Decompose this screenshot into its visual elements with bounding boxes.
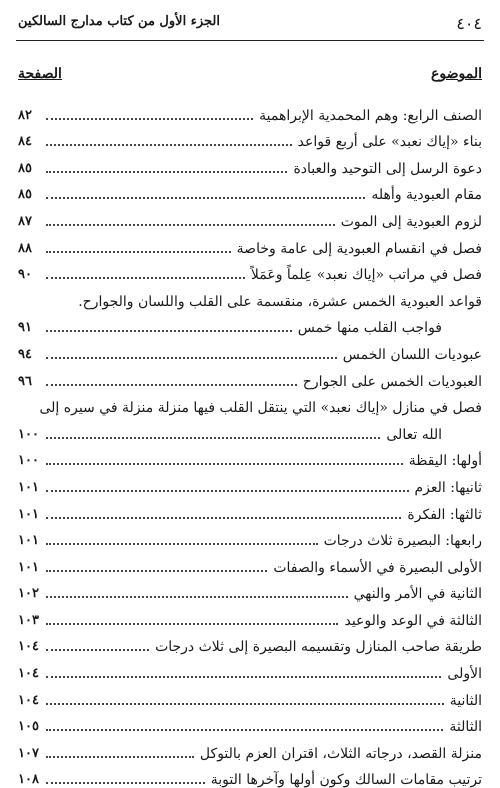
toc-entry-title: قواعد العبودية الخمس عشرة، منقسمة على القلب واللسان والجوارح. — [78, 293, 482, 310]
dot-leader — [46, 623, 338, 625]
toc-entry-page: ١٠١ — [18, 479, 39, 495]
toc-entry[interactable] — [18, 709, 482, 736]
toc-entry[interactable] — [18, 257, 482, 284]
toc-entry-page: ١٠٢ — [18, 586, 39, 602]
toc-entry[interactable] — [18, 230, 482, 257]
dot-leader — [46, 649, 149, 651]
toc-entry-title: فواجب القلب منها خمس — [297, 320, 442, 337]
dot-leader — [46, 756, 194, 758]
toc-entry[interactable] — [18, 203, 482, 230]
toc-entry-page: ١٠٤ — [18, 666, 39, 682]
toc-entry-title: الصنف الرابع: وهم المحمدية الإبراهمية — [259, 107, 482, 124]
toc-entry-title: ثانيها: العزم — [414, 479, 482, 496]
toc-entry-page: ١٠٥ — [18, 719, 39, 735]
toc-entry-title: الثانية — [449, 692, 482, 709]
toc-entry-page: ١٠٧ — [18, 745, 39, 761]
toc-entry-page: ١٠٣ — [18, 612, 39, 628]
toc-entry-page: ١٠٤ — [18, 692, 39, 708]
dot-leader — [46, 703, 444, 705]
dot-leader — [46, 596, 348, 598]
toc-entry[interactable] — [18, 762, 482, 788]
toc-entry-title: مقام العبودية وأهله — [371, 187, 482, 204]
toc-entry-title: الأولى — [447, 666, 482, 683]
toc-entry-title: فصل في انقسام العبودية إلى عامة وخاصة — [236, 240, 482, 257]
dot-leader — [46, 357, 337, 359]
dot-leader — [46, 171, 287, 173]
column-header-topic: الموضوع — [431, 66, 482, 82]
toc-entry[interactable] — [18, 97, 482, 124]
toc-entry[interactable] — [18, 469, 482, 496]
toc-entry-page: ٨٤ — [18, 134, 32, 150]
toc-entry-title: العبوديات الخمس على الجوارح — [302, 373, 482, 390]
toc-entry[interactable] — [18, 576, 482, 603]
toc-entry-page: ٨٥ — [18, 187, 32, 203]
toc-entry[interactable] — [18, 735, 482, 762]
toc-entry-title: الثانية في الأمر والنهي — [353, 586, 482, 603]
toc-entry-title: فصل في منازل «إياك نعبد» التي ينتقل القلب فيها منزلة منزلة في سيره إلى — [39, 400, 482, 417]
toc-entry[interactable] — [18, 310, 482, 337]
toc-entry-title: ترتيب مقامات السالك وكون أولها وآخرها التوبة — [210, 772, 482, 788]
toc-entry-title: بناء «إياك نعبد» على أربع قواعد — [297, 134, 482, 151]
toc-entry-title: الثالثة — [449, 719, 482, 736]
toc-entry-title: رابعها: البصيرة ثلاث درجات — [323, 533, 482, 550]
toc-entry[interactable] — [18, 655, 482, 682]
toc-entry-page: ١٠٠ — [18, 453, 39, 469]
toc-entry-page: ١٠١ — [18, 559, 39, 575]
dot-leader — [46, 782, 205, 784]
toc-entry[interactable] — [18, 336, 482, 363]
toc-entry-page: ١٠٠ — [18, 426, 39, 442]
toc-entry[interactable] — [18, 390, 482, 417]
toc-entry[interactable] — [18, 124, 482, 151]
running-header-title: الجزء الأول من كتاب مدارج السالكين — [18, 14, 220, 29]
toc-entry-page: ٨٥ — [18, 160, 32, 176]
toc-entry-title: طريقة صاحب المنازل وتقسيمه البصيرة إلى ثلاث درجات — [155, 639, 482, 656]
toc-entry-title: دعوة الرسل إلى التوحيد والعبادة — [293, 160, 482, 177]
toc-entry-page: ٩٦ — [18, 373, 32, 389]
toc-entry[interactable] — [18, 443, 482, 470]
toc-entry-title: منزلة القصد، درجاته الثلاث، اقتران العزم بالتوكل — [199, 745, 482, 762]
toc-entry-page: ٨٢ — [18, 107, 32, 123]
dot-leader — [46, 251, 231, 253]
dot-leader — [46, 330, 292, 332]
toc-entry-page: ٩٠ — [18, 267, 32, 283]
dot-leader — [46, 384, 297, 386]
toc-entry-page: ٨٨ — [18, 240, 32, 256]
header-divider — [16, 40, 484, 41]
toc-entry-page: ٨٧ — [18, 213, 32, 229]
dot-leader — [46, 570, 267, 572]
page-number: ٤٠٤ — [456, 14, 482, 33]
toc-entries — [18, 97, 482, 788]
dot-leader — [46, 144, 292, 146]
dot-leader — [46, 676, 441, 678]
dot-leader — [46, 463, 403, 465]
toc-entry[interactable] — [18, 416, 482, 443]
dot-leader — [46, 277, 245, 279]
toc-entry[interactable] — [18, 496, 482, 523]
toc-entry-title: الله تعالى — [386, 426, 442, 443]
dot-leader — [46, 517, 401, 519]
dot-leader — [46, 490, 409, 492]
toc-entry[interactable] — [18, 549, 482, 576]
toc-entry[interactable] — [18, 629, 482, 656]
toc-entry-title: الثالثة في الوعد والوعيد — [344, 612, 482, 629]
toc-entry-page: ١٠١ — [18, 533, 39, 549]
dot-leader — [46, 437, 380, 439]
toc-entry-page: ١٠٨ — [18, 772, 39, 788]
toc-entry[interactable] — [18, 523, 482, 550]
dot-leader — [46, 543, 318, 545]
toc-entry-title: عبوديات اللسان الخمس — [342, 346, 482, 363]
toc-entry[interactable] — [18, 602, 482, 629]
toc-entry[interactable] — [18, 177, 482, 204]
toc-entry[interactable] — [18, 363, 482, 390]
column-header-page: الصفحة — [18, 66, 62, 82]
toc-entry[interactable] — [18, 150, 482, 177]
dot-leader — [46, 197, 365, 199]
toc-entry[interactable] — [18, 283, 482, 310]
dot-leader — [46, 729, 443, 731]
toc-entry-title: ثالثها: الفكرة — [407, 506, 482, 523]
dot-leader — [46, 118, 253, 120]
toc-entry-title: فصل في مراتب «إياك نعبد» عِلماً وعَمَلاً — [250, 267, 482, 284]
dot-leader — [46, 224, 335, 226]
toc-entry[interactable] — [18, 682, 482, 709]
toc-entry-page: ٩١ — [18, 320, 32, 336]
toc-entry-title: أولها: اليقظة — [408, 453, 482, 470]
toc-entry-page: ١٠٤ — [18, 639, 39, 655]
toc-entry-page: ١٠١ — [18, 506, 39, 522]
toc-entry-title: الأولى البصيرة في الأسماء والصفات — [273, 559, 482, 576]
toc-entry-title: لزوم العبودية إلى الموت — [340, 213, 482, 230]
toc-entry-page: ٩٤ — [18, 346, 32, 362]
